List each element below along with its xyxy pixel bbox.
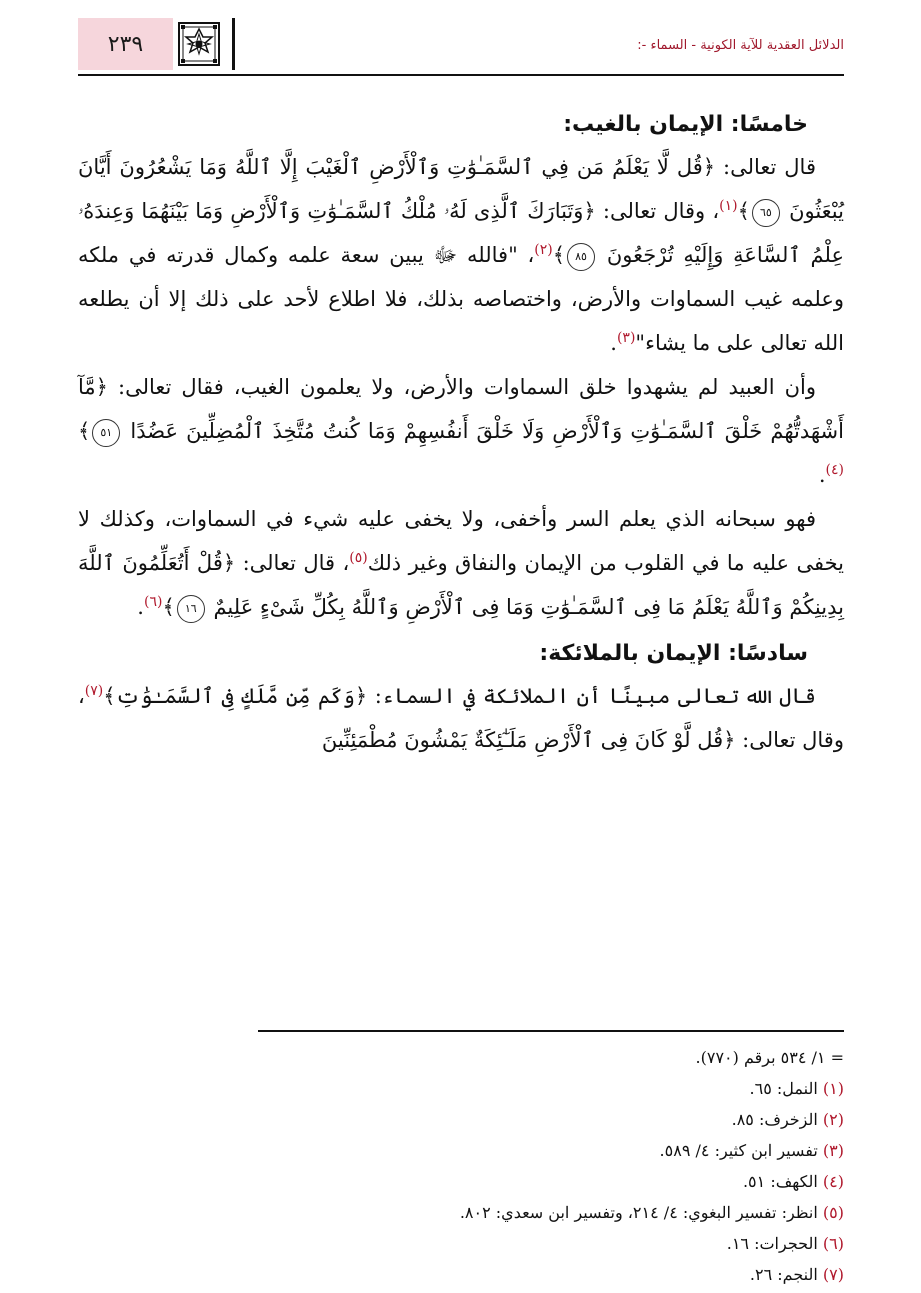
- verse-close-bracket: ﴾: [162, 595, 175, 619]
- footnote-ref[interactable]: (٣): [616, 330, 636, 346]
- footnote-ref[interactable]: (٢): [534, 242, 553, 258]
- footnote-item: [78, 1228, 844, 1259]
- footnote-text: ١/ ٥٣٤ برقم (٧٧٠).: [695, 1048, 826, 1067]
- footnote-item: [78, 1042, 844, 1073]
- paragraph-end: .: [137, 595, 144, 619]
- footnote-item: [78, 1259, 844, 1290]
- footnotes: [78, 1042, 844, 1290]
- footnote-item: [78, 1073, 844, 1104]
- ayah-number-marker: ٦٥: [752, 199, 780, 227]
- paragraph-text: وأن العبيد لم يشهدوا خلق السماوات والأرض، ولا يعلمون الغيب، فقال تعالى:: [107, 375, 816, 399]
- paragraph-text: قال تعالى:: [715, 155, 816, 179]
- footnote-item: [78, 1166, 844, 1197]
- footnote-number: (٢): [822, 1110, 844, 1129]
- footnote-text: الزخرف: ٨٥.: [731, 1110, 818, 1129]
- footnote-ref[interactable]: (٥): [349, 550, 368, 566]
- footnote-text: الكهف: ٥١.: [742, 1172, 818, 1191]
- paragraph-3: [78, 497, 844, 629]
- page-header: [78, 18, 844, 70]
- footnote-number: (٤): [822, 1172, 844, 1191]
- footnote-item: [78, 1104, 844, 1135]
- footnote-item: [78, 1197, 844, 1228]
- footnote-separator: [258, 1030, 844, 1032]
- paragraph-2: [78, 365, 844, 497]
- footnote-number: (٣): [822, 1141, 844, 1160]
- footnote-text: تفسير ابن كثير: ٤/ ٥٨٩.: [659, 1141, 818, 1160]
- paragraph-text: فهو سبحانه الذي يعلم السر وأخفى، ولا يخفى عليه شيء في السماوات، وكذلك لا يخفى عليه ما في القلوب من الإيمان والنفاق وغير ذلك: [78, 507, 845, 575]
- quran-verse: ﴿وَكَم مِّن مَّلَكٍ فِى ٱلسَّمَـٰوَٰتِ﴾: [103, 684, 368, 708]
- header-divider-bar: [232, 18, 235, 70]
- main-content: [78, 100, 844, 762]
- footnote-ref[interactable]: (٦): [143, 594, 163, 610]
- header-rule: [78, 74, 844, 76]
- footnote-number: (٧): [822, 1265, 844, 1284]
- paragraph-end: .: [610, 331, 617, 355]
- paragraph-end: .: [818, 463, 826, 487]
- footnote-text: انظر: تفسير البغوي: ٤/ ٢١٤، وتفسير ابن سعدي: ٨٠٢.: [459, 1203, 818, 1222]
- footnote-number: (٦): [822, 1234, 844, 1253]
- verse-close-bracket: ﴾: [552, 243, 566, 267]
- ayah-number-marker: ٥١: [92, 419, 120, 447]
- section-heading-ghayb: خامسًا: الإيمان بالغيب:: [563, 112, 808, 137]
- footnote-ref[interactable]: (٧): [84, 683, 104, 699]
- paragraph-text: ، قال تعالى:: [235, 551, 350, 575]
- ayah-number-marker: ٨٥: [567, 243, 595, 271]
- ayah-number-marker: ١٦: [177, 595, 205, 623]
- paragraph-text: ، وقال تعالى:: [78, 684, 844, 752]
- quran-verse: ﴿قُلْ أَتُعَلِّمُونَ ٱللَّهَ بِدِينِكُمْ وَٱللَّهُ يَعْلَمُ مَا فِى ٱلسَّمَـٰوَٰتِ وَمَا فِى ٱلْأَرْضِ وَٱللَّهُ بِكُلِّ شَىْءٍ عَلِيمٌ: [78, 551, 844, 619]
- footnote-text: النمل: ٦٥.: [749, 1079, 818, 1098]
- verse-close-bracket: ﴾: [737, 199, 750, 223]
- footnote-ref[interactable]: (١): [719, 198, 738, 214]
- paragraph-1: [78, 145, 844, 365]
- paragraph-text: قال الله تعالى مبينًا أن الملائكة في السماء:: [367, 684, 816, 708]
- footnote-number: =: [830, 1048, 844, 1067]
- islamic-star-ornament-icon: [178, 22, 220, 66]
- paragraph-text: ، "فالله ﷻ يبين سعة علمه وكمال قدرته في ملكه وعلمه غيب السماوات والأرض، واختصاصه بذلك، فلا اطلاع لأحد على ذلك إلا أن يطلعه الله تعالى على ما يشاء": [78, 243, 844, 355]
- paragraph-4: [78, 674, 844, 762]
- quran-verse: ﴿قُل لَّا يَعْلَمُ مَن فِي ٱلسَّمَـٰوَٰتِ وَٱلْأَرْضِ ٱلْغَيْبَ إِلَّا ٱللَّهُ وَمَا يَشْعُرُونَ أَيَّانَ يُبْعَثُونَ: [78, 155, 844, 223]
- footnote-text: النجم: ٢٦.: [749, 1265, 818, 1284]
- footnote-number: (١): [822, 1079, 844, 1098]
- quran-verse: ﴿وَتَبَارَكَ ٱلَّذِى لَهُۥ مُلْكُ ٱلسَّمَـٰوَٰتِ وَٱلْأَرْضِ وَمَا بَيْنَهُمَا وَعِندَهُۥ عِلْمُ ٱلسَّاعَةِ وَإِلَيْهِ تُرْجَعُونَ: [78, 199, 844, 267]
- footnote-item: [78, 1135, 844, 1166]
- running-title: الدلائل العقدية للآية الكونية - السماء -:: [637, 38, 844, 53]
- section-heading-malaika: سادسًا: الإيمان بالملائكة:: [539, 641, 808, 666]
- verse-close-bracket: ﴾: [78, 419, 91, 443]
- quran-verse: ﴿قُل لَّوْ كَانَ فِى ٱلْأَرْضِ مَلَـٰٓئِكَةٌ يَمْشُونَ مُطْمَئِنِّينَ: [321, 728, 736, 752]
- page-number: ٢٣٩: [78, 18, 173, 70]
- quran-verse: ﴿مَّآ أَشْهَدتُّهُمْ خَلْقَ ٱلسَّمَـٰوَٰتِ وَٱلْأَرْضِ وَلَا خَلْقَ أَنفُسِهِمْ وَمَا كُنتُ مُتَّخِذَ ٱلْمُضِلِّينَ عَضُدًا: [78, 375, 844, 443]
- footnote-number: (٥): [822, 1203, 844, 1222]
- footnote-ref[interactable]: (٤): [825, 462, 844, 478]
- footnote-text: الحجرات: ١٦.: [726, 1234, 818, 1253]
- paragraph-text: ، وقال تعالى:: [595, 199, 720, 223]
